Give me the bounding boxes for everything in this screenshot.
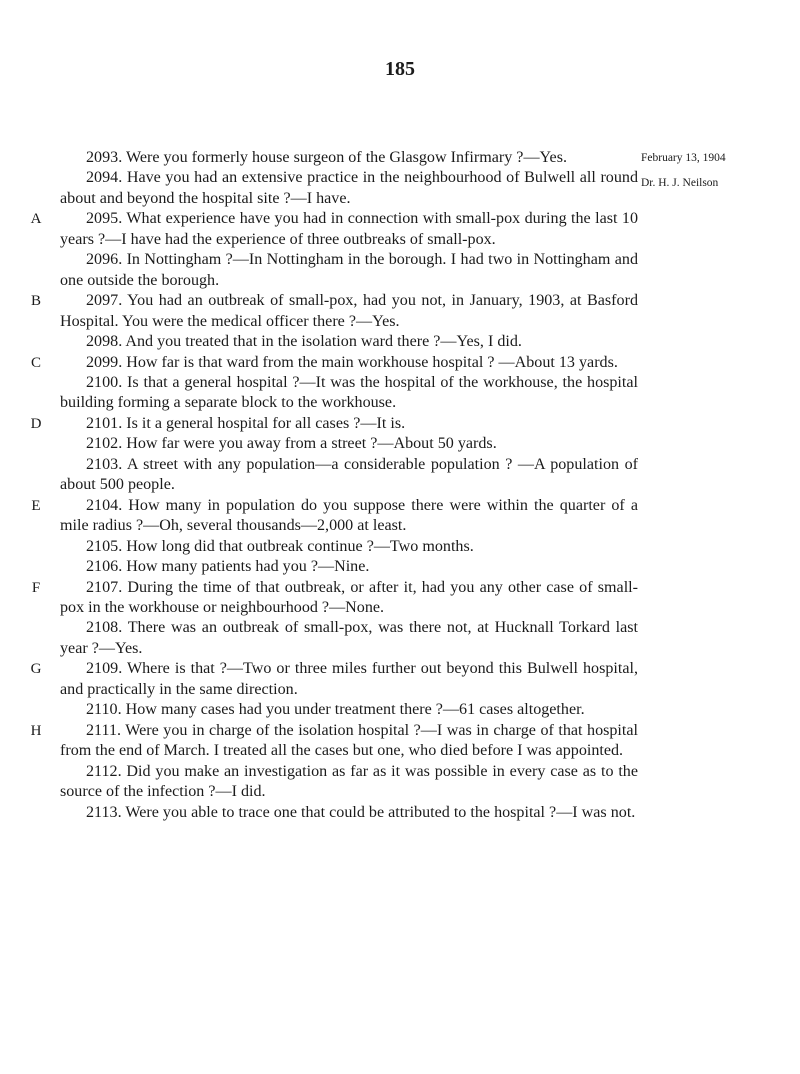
margin-marker: D (30, 415, 42, 432)
entry-text: 2093. Were you formerly house surgeon of the Glasgow Infirmary ?—Yes. (86, 149, 567, 166)
entry-text: 2106. How many patients had you ?—Nine. (86, 558, 370, 576)
entry-2099 (30, 353, 638, 373)
entry-2100 (60, 373, 638, 414)
entry-2097 (30, 291, 638, 332)
entry-text: 2109. Where is that ?—Two or three miles further out beyond this Bulwell hospital, and practically in the same direction. (60, 660, 638, 698)
entry-2111 (30, 721, 638, 762)
entry-text: 2099. How far is that ward from the main workhouse hospital ? —About 13 yards. (86, 353, 618, 371)
entry-2093 (60, 148, 638, 168)
testimony-text (30, 148, 638, 823)
entry-2112 (60, 762, 638, 803)
entry-text: 2107. During the time of that outbreak, or after it, had you any other case of small-pox in the workhouse or neighbourhood ?—None. (60, 578, 638, 616)
entry-2109 (30, 659, 638, 700)
entry-text: 2100. Is that a general hospital ?—It was the hospital of the workhouse, the hospital building forming a separate block to the workhouse. (60, 373, 638, 412)
margin-marker: F (31, 579, 41, 596)
entry-text: 2112. Did you make an investigation as far as it was possible in every case as to the source of the infection ?—I did. (60, 762, 638, 801)
entry-2107 (31, 578, 638, 619)
entry-text: 2103. A street with any population—a considerable population ? —A population of about 500 people. (60, 455, 638, 494)
margin-marker: C (30, 354, 41, 371)
entry-text: 2095. What experience have you had in connection with small-pox during the last 10 years ?—I have had the experience of three outbreaks of small-pox. (60, 210, 638, 248)
entry-2113 (60, 803, 638, 823)
entry-text: 2101. Is it a general hospital for all cases ?—It is. (86, 414, 406, 432)
entry-2095 (30, 209, 638, 250)
entry-2096 (60, 250, 638, 291)
entry-2108 (60, 618, 638, 659)
entry-2098 (60, 332, 638, 352)
entry-2101 (30, 414, 638, 434)
entry-text: 2108. There was an outbreak of small-pox, was there not, at Hucknall Torkard last year ?—Yes. (60, 619, 638, 657)
margin-note-witness: Dr. H. J. Neilson (641, 177, 719, 189)
margin-marker: B (30, 293, 41, 310)
entry-2106 (60, 557, 638, 577)
entry-2104 (31, 496, 638, 537)
entry-2105 (60, 537, 638, 557)
entry-2110 (60, 700, 638, 720)
margin-marker: H (30, 722, 42, 739)
entry-text: 2111. Were you in charge of the isolation hospital ?—I was in charge of that hospital from the end of March. I treated all the cases but one, who died before I was appointed. (60, 721, 638, 760)
entry-text: 2097. You had an outbreak of small-pox, had you not, in January, 1903, at Basford Hospital. You were the medical officer there ?—Yes. (60, 292, 638, 330)
entry-text: 2113. Were you able to trace one that could be attributed to the hospital ?—I was not. (86, 803, 636, 821)
entry-text: 2110. How many cases had you under treatment there ?—61 cases altogether. (86, 701, 585, 719)
margin-marker: E (31, 497, 41, 514)
entry-text: 2102. How far were you away from a street ?—About 50 yards. (86, 435, 497, 453)
margin-note-date: February 13, 1904 (641, 152, 726, 164)
entry-text: 2104. How many in population do you suppose there were within the quarter of a mile radius ?—Oh, several thousands—2,000 at least. (60, 496, 638, 535)
entry-text: 2098. And you treated that in the isolation ward there ?—Yes, I did. (86, 333, 522, 351)
entry-2094 (60, 168, 638, 209)
page-number: 185 (385, 58, 415, 80)
entry-text: 2094. Have you had an extensive practice in the neighbourhood of Bulwell all round about and beyond the hospital site ?—I have. (60, 169, 638, 207)
entry-2103 (60, 455, 638, 496)
entry-text: 2096. In Nottingham ?—In Nottingham in the borough. I had two in Nottingham and one outside the borough. (60, 251, 638, 289)
entry-2102 (60, 434, 638, 454)
margin-marker: A (30, 211, 42, 228)
entry-text: 2105. How long did that outbreak continue ?—Two months. (86, 537, 474, 555)
margin-marker: G (30, 661, 42, 678)
